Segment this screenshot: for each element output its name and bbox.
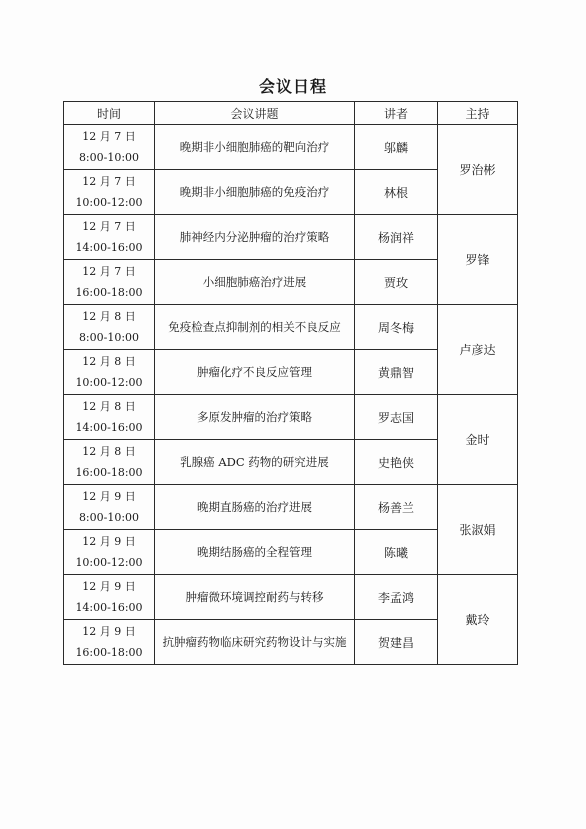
speaker-cell: 史艳侠 — [355, 440, 438, 485]
header-time: 时间 — [64, 102, 155, 125]
speaker-cell: 杨善兰 — [355, 485, 438, 530]
topic-cell: 晚期直肠癌的治疗进展 — [155, 485, 355, 530]
session-time: 8:00-10:00 — [78, 151, 140, 164]
session-time: 16:00-18:00 — [75, 466, 143, 479]
host-cell: 卢彦达 — [438, 305, 518, 395]
time-cell — [64, 620, 155, 665]
speaker-cell: 黄鼎智 — [355, 350, 438, 395]
time-cell — [64, 575, 155, 620]
session-date: 12 月 7 日 — [82, 175, 136, 188]
session-date: 12 月 7 日 — [82, 220, 136, 233]
speaker-cell: 陈曦 — [355, 530, 438, 575]
host-cell: 张淑娟 — [438, 485, 518, 575]
table-row — [64, 485, 518, 530]
host-cell: 金时 — [438, 395, 518, 485]
topic-cell: 晚期非小细胞肺癌的靶向治疗 — [155, 125, 355, 170]
session-time: 14:00-16:00 — [75, 601, 143, 614]
speaker-cell: 李孟鸿 — [355, 575, 438, 620]
time-cell — [64, 440, 155, 485]
session-time: 10:00-12:00 — [75, 196, 143, 209]
speaker-cell: 邬麟 — [355, 125, 438, 170]
header-row — [64, 102, 518, 125]
session-time: 8:00-10:00 — [78, 331, 140, 344]
topic-cell: 小细胞肺癌治疗进展 — [155, 260, 355, 305]
time-cell — [64, 485, 155, 530]
session-date: 12 月 7 日 — [82, 265, 136, 278]
header-speaker: 讲者 — [355, 102, 438, 125]
topic-cell: 肺神经内分泌肿瘤的治疗策略 — [155, 215, 355, 260]
session-date: 12 月 8 日 — [82, 310, 136, 323]
session-date: 12 月 9 日 — [82, 580, 136, 593]
host-cell: 罗锋 — [438, 215, 518, 305]
session-time: 8:00-10:00 — [78, 511, 140, 524]
time-cell — [64, 395, 155, 440]
speaker-cell: 林根 — [355, 170, 438, 215]
table-row — [64, 395, 518, 440]
session-date: 12 月 9 日 — [82, 535, 136, 548]
session-time: 14:00-16:00 — [75, 421, 143, 434]
header-topic: 会议讲题 — [155, 102, 355, 125]
time-cell — [64, 170, 155, 215]
speaker-cell: 罗志国 — [355, 395, 438, 440]
session-date: 12 月 7 日 — [82, 130, 136, 143]
table-row — [64, 575, 518, 620]
host-cell: 罗治彬 — [438, 125, 518, 215]
time-cell — [64, 530, 155, 575]
topic-cell: 抗肿瘤药物临床研究药物设计与实施 — [155, 620, 355, 665]
session-time: 10:00-12:00 — [75, 556, 143, 569]
topic-cell: 晚期结肠癌的全程管理 — [155, 530, 355, 575]
page-title: 会议日程 — [258, 77, 327, 96]
time-cell — [64, 305, 155, 350]
session-date: 12 月 8 日 — [82, 355, 136, 368]
session-date: 12 月 8 日 — [82, 400, 136, 413]
topic-cell: 乳腺癌 ADC 药物的研究进展 — [155, 440, 355, 485]
topic-cell: 晚期非小细胞肺癌的免疫治疗 — [155, 170, 355, 215]
time-cell — [64, 260, 155, 305]
table-row — [64, 215, 518, 260]
topic-cell: 肿瘤微环境调控耐药与转移 — [155, 575, 355, 620]
header-host: 主持 — [438, 102, 518, 125]
session-date: 12 月 9 日 — [82, 490, 136, 503]
session-date: 12 月 8 日 — [82, 445, 136, 458]
speaker-cell: 周冬梅 — [355, 305, 438, 350]
speaker-cell: 贺建昌 — [355, 620, 438, 665]
session-time: 14:00-16:00 — [75, 241, 143, 254]
topic-cell: 多原发肿瘤的治疗策略 — [155, 395, 355, 440]
session-time: 16:00-18:00 — [75, 286, 143, 299]
session-time: 16:00-18:00 — [75, 646, 143, 659]
time-cell — [64, 350, 155, 395]
session-date: 12 月 9 日 — [82, 625, 136, 638]
time-cell — [64, 125, 155, 170]
topic-cell: 免疫检查点抑制剂的相关不良反应 — [155, 305, 355, 350]
session-time: 10:00-12:00 — [75, 376, 143, 389]
host-cell: 戴玲 — [438, 575, 518, 665]
speaker-cell: 杨润祥 — [355, 215, 438, 260]
agenda-table — [63, 101, 518, 665]
speaker-cell: 贾玫 — [355, 260, 438, 305]
topic-cell: 肿瘤化疗不良反应管理 — [155, 350, 355, 395]
table-row — [64, 305, 518, 350]
time-cell — [64, 215, 155, 260]
table-row — [64, 125, 518, 170]
